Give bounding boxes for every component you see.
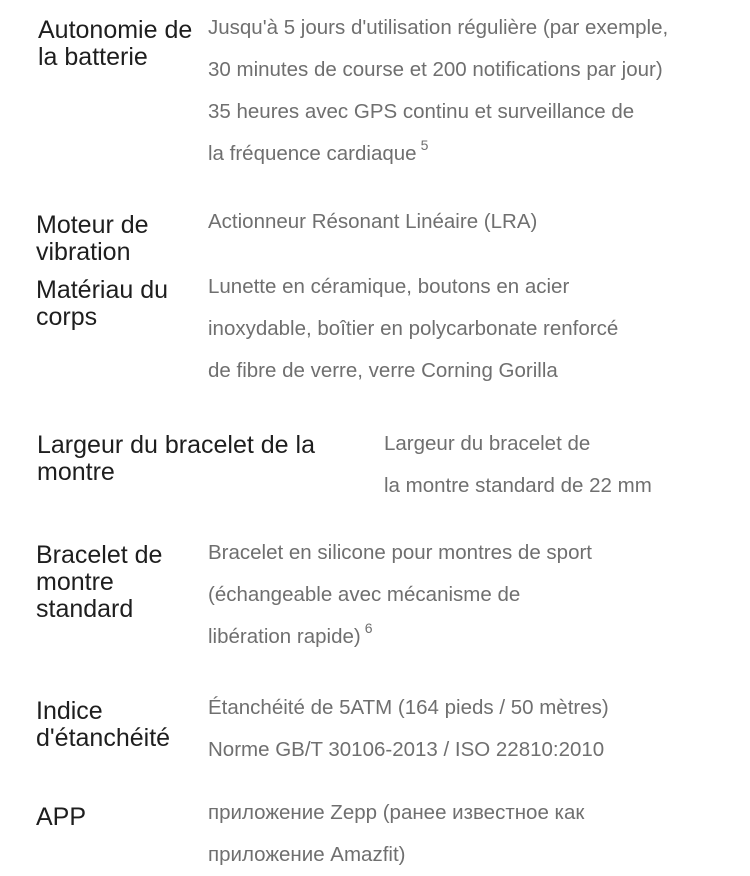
spec-value-line: (échangeable avec mécanisme de (208, 583, 521, 606)
spec-label-text: Largeur du bracelet de la montre (37, 431, 315, 486)
spec-value-line: inoxydable, boîtier en polycarbonate renforcé (208, 317, 619, 340)
spec-value-line: 30 minutes de course et 200 notifications par jour) (208, 58, 663, 81)
footnote-marker: 6 (364, 620, 373, 636)
spec-label-text: Matériau du corps (36, 276, 169, 331)
spec-label-text: Bracelet de montre standard (36, 541, 163, 623)
spec-value-line: 35 heures avec GPS continu et surveillance de (208, 100, 635, 123)
spec-value-line: Jusqu'à 5 jours d'utilisation régulière (par exemple, (208, 16, 669, 39)
spec-label (37, 432, 337, 486)
spec-label-text: Moteur de vibration (36, 211, 149, 266)
spec-value-line: la montre standard de 22 mm (384, 474, 652, 497)
spec-label (36, 212, 186, 266)
spec-label-text: Autonomie de la batterie (38, 16, 193, 71)
spec-value-line (208, 133, 668, 175)
spec-value-line: Norme GB/T 30106-2013 / ISO 22810:2010 (208, 738, 605, 761)
spec-value-line: de fibre de verre, verre Corning Gorilla (208, 359, 558, 382)
spec-value (208, 792, 585, 866)
spec-value (208, 201, 537, 243)
spec-value-line: Lunette en céramique, boutons en acier (208, 275, 570, 298)
spec-value (208, 687, 609, 771)
spec-value (208, 532, 592, 658)
spec-value-line: приложение Zepp (ранее известное как (208, 801, 585, 824)
spec-value (208, 7, 668, 175)
spec-label (36, 542, 201, 623)
spec-value (208, 266, 618, 392)
spec-value-line: Actionneur Résonant Linéaire (LRA) (208, 210, 538, 233)
spec-label (36, 277, 176, 331)
spec-label (36, 804, 186, 831)
spec-value-line: приложение Amazfit) (208, 843, 406, 866)
spec-value-line: Bracelet en silicone pour montres de sport (208, 541, 593, 564)
spec-label-text: Indice d'étanchéité (36, 697, 171, 752)
spec-label-text: APP (36, 803, 87, 831)
footnote-marker: 5 (420, 137, 429, 153)
spec-value-line: Largeur du bracelet de (384, 432, 591, 455)
spec-value-line: Étanchéité de 5ATM (164 pieds / 50 mètres) (208, 696, 609, 719)
spec-label (38, 17, 198, 71)
spec-value-line-text: la fréquence cardiaque (208, 142, 417, 165)
spec-label (36, 698, 206, 752)
spec-value-line-text: libération rapide) (208, 625, 361, 648)
spec-value (384, 423, 652, 507)
spec-value-line (208, 616, 592, 658)
